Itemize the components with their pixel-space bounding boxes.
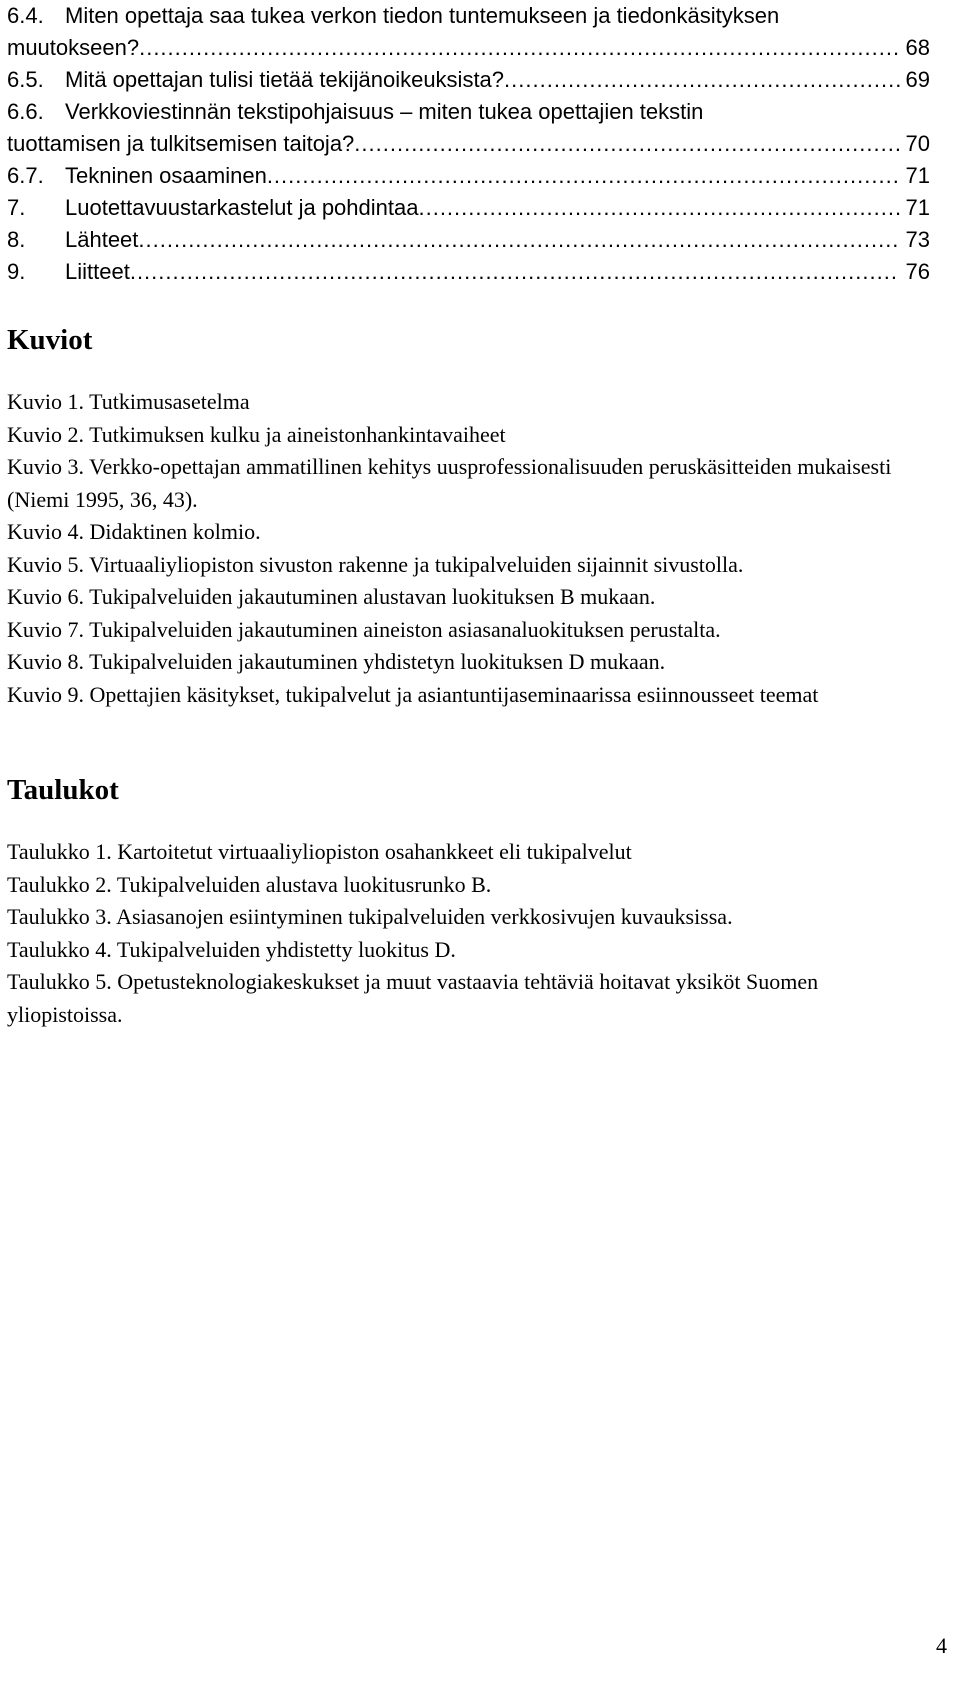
figure-list-item: Kuvio 8. Tukipalveluiden jakautuminen yhdistetyn luokituksen D mukaan. xyxy=(7,649,666,674)
figure-list-item: Kuvio 5. Virtuaaliyliopiston sivuston rakenne ja tukipalveluiden sijainnit sivustolla. xyxy=(7,551,744,577)
figure-list-item: Kuvio 6. Tukipalveluiden jakautuminen alustavan luokituksen B mukaan. xyxy=(7,584,656,609)
figure-list-item: Kuvio 3. Verkko-opettajan ammatillinen kehitys uusprofessionalisuuden peruskäsitteiden mukaisesti (Niemi 1995, 36, 43). xyxy=(7,454,892,512)
figure-list-item: Kuvio 2. Tutkimuksen kulku ja aineistonhankintavaiheet xyxy=(7,421,506,447)
figure-list-item: Kuvio 7. Tukipalveluiden jakautuminen aineiston asiasanaluokituksen perustalta. xyxy=(7,616,721,642)
toc-leader-dots xyxy=(354,128,899,160)
toc-entry-number: 6.5. xyxy=(7,67,44,92)
page-number: 4 xyxy=(936,1633,947,1658)
table-list-item: Taulukko 1. Kartoitetut virtuaaliyliopiston osahankkeet eli tukipalvelut xyxy=(7,839,632,864)
toc-entry-title: Lähteet xyxy=(65,227,139,252)
toc-entry[interactable] xyxy=(7,0,930,64)
toc-entry[interactable] xyxy=(7,160,930,192)
toc-leader-dots xyxy=(139,32,899,64)
toc-entry[interactable] xyxy=(7,96,930,160)
toc-entry-number: 6.6. xyxy=(7,99,44,124)
toc-entry-number: 7. xyxy=(7,195,26,220)
figures-heading: Kuviot xyxy=(7,324,93,356)
tables-heading: Taulukot xyxy=(7,774,119,806)
toc-entry-title-continued: tuottamisen ja tulkitsemisen taitoja? xyxy=(7,131,355,156)
toc-entry-title-continued: muutokseen? xyxy=(7,35,140,60)
toc-entry-page: 69 xyxy=(905,67,930,92)
table-list-item: Taulukko 3. Asiasanojen esiintyminen tukipalveluiden verkkosivujen kuvauksissa. xyxy=(7,904,733,929)
toc-entry[interactable] xyxy=(7,224,930,256)
toc-entry-page: 70 xyxy=(905,131,930,156)
toc-leader-dots xyxy=(504,64,899,96)
toc-entry-title: Tekninen osaaminen xyxy=(65,163,267,188)
tables-list xyxy=(7,836,930,1031)
toc-entry[interactable] xyxy=(7,64,930,96)
toc-entry[interactable] xyxy=(7,256,930,288)
toc-entry-title: Verkkoviestinnän tekstipohjaisuus – miten tukea opettajien tekstin xyxy=(65,99,704,124)
toc-entry-page: 68 xyxy=(905,35,930,60)
table-of-contents xyxy=(7,0,930,288)
figure-list-item: Kuvio 9. Opettajien käsitykset, tukipalvelut ja asiantuntijaseminaarissa esiinnousseet teemat xyxy=(7,681,819,707)
toc-entry-page: 76 xyxy=(905,259,930,284)
figure-list-item: Kuvio 1. Tutkimusasetelma xyxy=(7,389,250,414)
table-list-item: Taulukko 2. Tukipalveluiden alustava luokitusrunko B. xyxy=(7,871,492,897)
toc-entry-page: 71 xyxy=(905,195,930,220)
toc-leader-dots xyxy=(138,224,899,256)
toc-entry-title: Liitteet xyxy=(65,259,130,284)
figure-list-item: Kuvio 4. Didaktinen kolmio. xyxy=(7,519,261,544)
toc-entry-title: Mitä opettajan tulisi tietää tekijänoikeuksista? xyxy=(65,67,505,92)
figures-list xyxy=(7,386,930,711)
toc-entry-number: 6.4. xyxy=(7,3,44,28)
toc-entry-title: Luotettavuustarkastelut ja pohdintaa xyxy=(65,195,419,220)
toc-entry-number: 6.7. xyxy=(7,163,44,188)
toc-leader-dots xyxy=(130,256,900,288)
toc-entry[interactable] xyxy=(7,192,930,224)
toc-leader-dots xyxy=(267,160,900,192)
table-list-item: Taulukko 4. Tukipalveluiden yhdistetty luokitus D. xyxy=(7,936,456,962)
toc-entry-page: 71 xyxy=(905,163,930,188)
toc-entry-title: Miten opettaja saa tukea verkon tiedon tuntemukseen ja tiedonkäsityksen xyxy=(65,3,780,28)
toc-leader-dots xyxy=(418,192,899,224)
toc-entry-page: 73 xyxy=(905,227,930,252)
toc-entry-number: 8. xyxy=(7,227,26,252)
toc-entry-number: 9. xyxy=(7,259,26,284)
table-list-item: Taulukko 5. Opetusteknologiakeskukset ja muut vastaavia tehtäviä hoitavat yksiköt Suomen yliopistoissa. xyxy=(7,969,819,1027)
